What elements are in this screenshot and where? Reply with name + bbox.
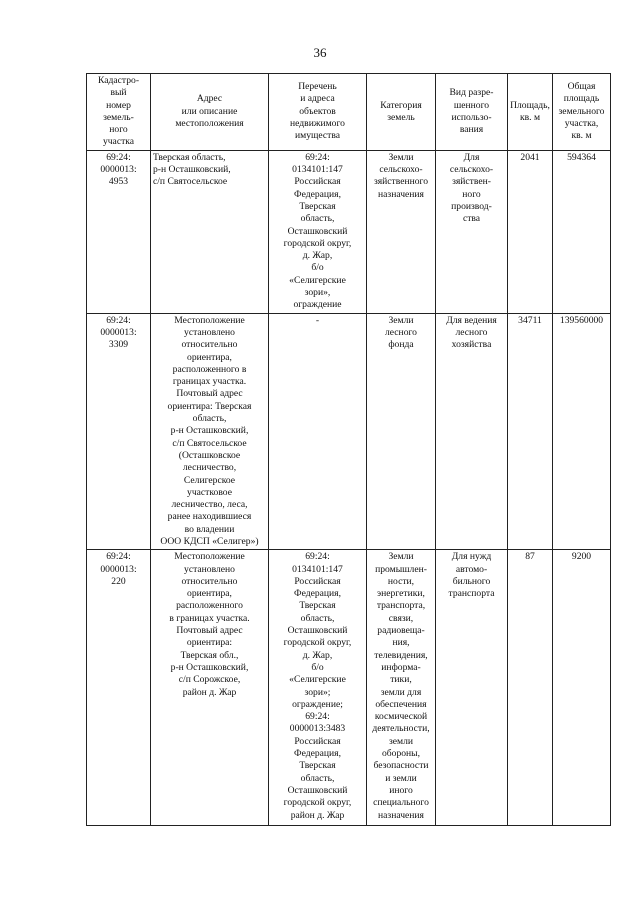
header-cadastral-number: Кадастро- вый номер земель- ного участка xyxy=(87,74,151,151)
cell-address: Местоположение установлено относительно ориентира, расположенного в границах участка. Почтовый адрес ориентира: Тверская обл., р-н Осташковский, с/п Сорожское, район д. Жар xyxy=(151,550,269,826)
cell-permitted-use: Для нужд автомо- бильного транспорта xyxy=(436,550,508,826)
cell-permitted-use: Для сельскохо- зяйствен- ного производ- ства xyxy=(436,150,508,313)
cell-address: Местоположение установлено относительно ориентира, расположенного в границах участка. Почтовый адрес ориентира: Тверская область, р-н Осташковский, с/п Святосельское (Осташковское лесничество, Селигерское участковое лесничество, леса, ранее находившиеся во владении ООО КДСП «Селигер») xyxy=(151,313,269,550)
cell-area: 34711 xyxy=(508,313,553,550)
land-plots-table xyxy=(86,73,611,826)
cell-total-area: 9200 xyxy=(553,550,611,826)
cell-land-category: Земли лесного фонда xyxy=(367,313,436,550)
header-objects: Перечень и адреса объектов недвижимого имущества xyxy=(269,74,367,151)
cell-cadastral-number: 69:24: 0000013: 220 xyxy=(87,550,151,826)
header-permitted-use: Вид разре- шенного использо- вания xyxy=(436,74,508,151)
cell-cadastral-number: 69:24: 0000013: 4953 xyxy=(87,150,151,313)
cell-permitted-use: Для ведения лесного хозяйства xyxy=(436,313,508,550)
header-address: Адрес или описание местоположения xyxy=(151,74,269,151)
header-area: Площадь, кв. м xyxy=(508,74,553,151)
table-header-row xyxy=(87,74,611,151)
cell-area: 2041 xyxy=(508,150,553,313)
cell-cadastral-number: 69:24: 0000013: 3309 xyxy=(87,313,151,550)
table-row xyxy=(87,550,611,826)
cell-objects: - xyxy=(269,313,367,550)
cell-objects: 69:24: 0134101:147 Российская Федерация, Тверская область, Осташковский городской округ, д. Жар, б/о «Селигерские зори»; ограждение; 69:24: 0000013:3483 Российская Федерация, Тверская область, Осташковский городской округ, район д. Жар xyxy=(269,550,367,826)
table-row xyxy=(87,150,611,313)
header-total-area: Общая площадь земельного участка, кв. м xyxy=(553,74,611,151)
cell-land-category: Земли сельскохо- зяйственного назначения xyxy=(367,150,436,313)
header-land-category: Категория земель xyxy=(367,74,436,151)
cell-area: 87 xyxy=(508,550,553,826)
table-row xyxy=(87,313,611,550)
cell-address: Тверская область, р-н Осташковский, с/п Святосельское xyxy=(151,150,269,313)
page-number: 36 xyxy=(313,45,327,60)
cell-objects: 69:24: 0134101:147 Российская Федерация, Тверская область, Осташковский городской округ, д. Жар, б/о «Селигерские зори», ограждение xyxy=(269,150,367,313)
cell-land-category: Земли промышлен- ности, энергетики, транспорта, связи, радиовеща- ния, телевидения, информа- тики, земли для обеспечения космической деятельности, земли обороны, безопасности и земли иного специального назначения xyxy=(367,550,436,826)
cell-total-area: 594364 xyxy=(553,150,611,313)
cell-total-area: 139560000 xyxy=(553,313,611,550)
